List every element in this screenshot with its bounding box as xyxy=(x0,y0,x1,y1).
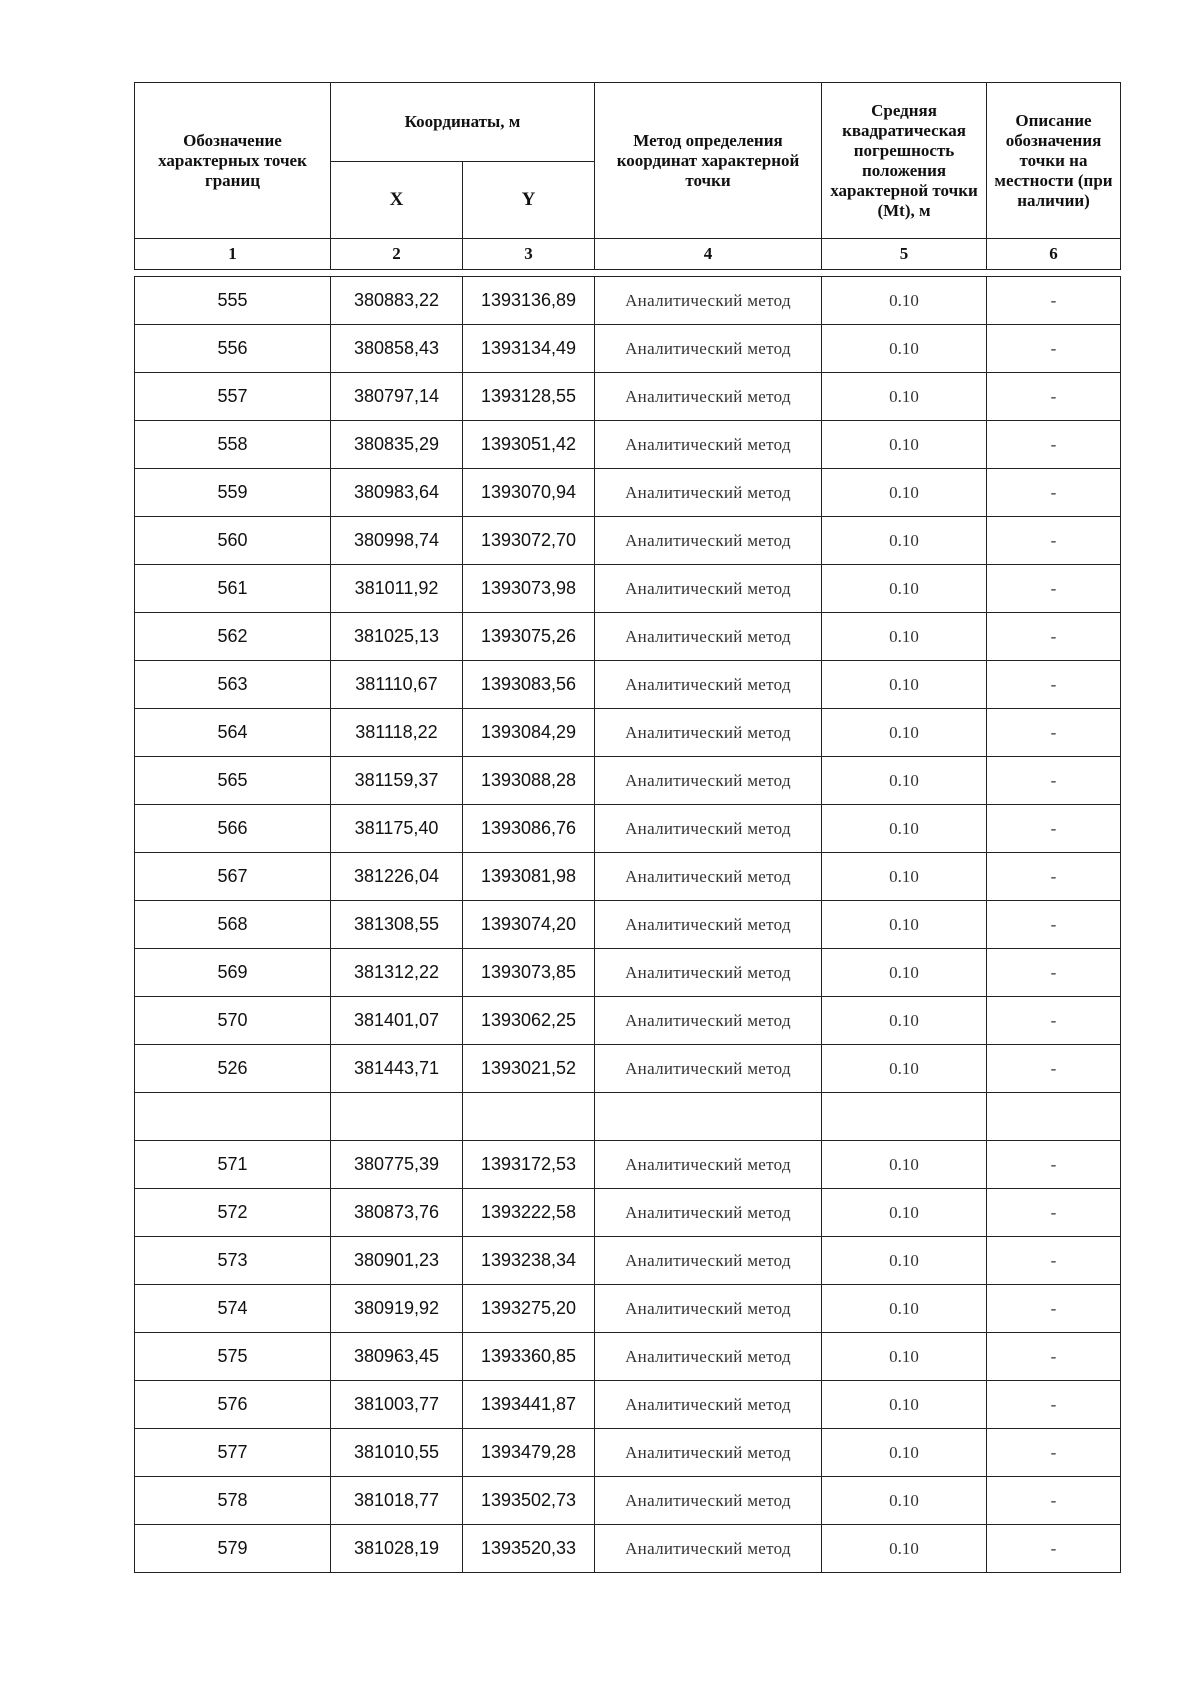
description-cell: - xyxy=(987,613,1121,661)
x-coordinate-cell: 380883,22 xyxy=(331,277,463,325)
table-row xyxy=(135,517,1121,565)
rms-error-cell: 0.10 xyxy=(822,853,987,901)
rms-error-cell: 0.10 xyxy=(822,277,987,325)
table-row xyxy=(135,1477,1121,1525)
description-cell: - xyxy=(987,1525,1121,1573)
description-cell: - xyxy=(987,853,1121,901)
y-coordinate-cell xyxy=(463,1093,595,1141)
x-coordinate-cell: 381028,19 xyxy=(331,1525,463,1573)
point-id-cell: 570 xyxy=(135,997,331,1045)
description-cell: - xyxy=(987,1477,1121,1525)
y-coordinate-cell: 1393062,25 xyxy=(463,997,595,1045)
rms-error-cell: 0.10 xyxy=(822,1333,987,1381)
x-coordinate-cell: 381159,37 xyxy=(331,757,463,805)
y-coordinate-cell: 1393360,85 xyxy=(463,1333,595,1381)
column-number: 1 xyxy=(135,239,331,270)
point-id-cell: 566 xyxy=(135,805,331,853)
x-coordinate-cell: 380835,29 xyxy=(331,421,463,469)
y-coordinate-cell: 1393073,85 xyxy=(463,949,595,997)
rms-error-cell: 0.10 xyxy=(822,565,987,613)
description-cell: - xyxy=(987,661,1121,709)
rms-error-cell: 0.10 xyxy=(822,805,987,853)
x-coordinate-cell: 381175,40 xyxy=(331,805,463,853)
rms-error-cell: 0.10 xyxy=(822,661,987,709)
table-row xyxy=(135,901,1121,949)
point-id-cell xyxy=(135,1093,331,1141)
rms-error-cell: 0.10 xyxy=(822,421,987,469)
method-cell: Аналитический метод xyxy=(595,853,822,901)
table-row xyxy=(135,469,1121,517)
x-coordinate-cell: 380873,76 xyxy=(331,1189,463,1237)
description-cell: - xyxy=(987,469,1121,517)
method-cell: Аналитический метод xyxy=(595,565,822,613)
y-coordinate-cell: 1393075,26 xyxy=(463,613,595,661)
point-id-cell: 579 xyxy=(135,1525,331,1573)
rms-error-cell: 0.10 xyxy=(822,1045,987,1093)
y-coordinate-cell: 1393088,28 xyxy=(463,757,595,805)
description-cell: - xyxy=(987,805,1121,853)
table-row xyxy=(135,949,1121,997)
table-header xyxy=(135,83,1121,277)
y-coordinate-cell: 1393502,73 xyxy=(463,1477,595,1525)
x-coordinate-cell: 380919,92 xyxy=(331,1285,463,1333)
y-coordinate-cell: 1393222,58 xyxy=(463,1189,595,1237)
point-id-cell: 560 xyxy=(135,517,331,565)
description-cell: - xyxy=(987,757,1121,805)
column-number: 6 xyxy=(987,239,1121,270)
y-coordinate-cell: 1393051,42 xyxy=(463,421,595,469)
x-coordinate-cell: 381401,07 xyxy=(331,997,463,1045)
header-coordinates: Координаты, м xyxy=(331,83,595,162)
rms-error-cell: 0.10 xyxy=(822,1141,987,1189)
point-id-cell: 573 xyxy=(135,1237,331,1285)
method-cell: Аналитический метод xyxy=(595,949,822,997)
table-row xyxy=(135,997,1121,1045)
header-row-top xyxy=(135,83,1121,162)
method-cell: Аналитический метод xyxy=(595,1429,822,1477)
point-id-cell: 558 xyxy=(135,421,331,469)
method-cell: Аналитический метод xyxy=(595,901,822,949)
rms-error-cell: 0.10 xyxy=(822,325,987,373)
x-coordinate-cell: 381110,67 xyxy=(331,661,463,709)
table-row xyxy=(135,613,1121,661)
point-id-cell: 577 xyxy=(135,1429,331,1477)
point-id-cell: 578 xyxy=(135,1477,331,1525)
y-coordinate-cell: 1393072,70 xyxy=(463,517,595,565)
header-description: Описание обозначения точки на местности (при наличии) xyxy=(987,83,1121,239)
table-row xyxy=(135,421,1121,469)
point-id-cell: 575 xyxy=(135,1333,331,1381)
y-coordinate-cell: 1393275,20 xyxy=(463,1285,595,1333)
header-y: Y xyxy=(463,162,595,239)
y-coordinate-cell: 1393238,34 xyxy=(463,1237,595,1285)
table-row xyxy=(135,1093,1121,1141)
method-cell: Аналитический метод xyxy=(595,661,822,709)
y-coordinate-cell: 1393086,76 xyxy=(463,805,595,853)
point-id-cell: 556 xyxy=(135,325,331,373)
method-cell: Аналитический метод xyxy=(595,1237,822,1285)
table-row xyxy=(135,1189,1121,1237)
column-number: 2 xyxy=(331,239,463,270)
table-row xyxy=(135,1045,1121,1093)
x-coordinate-cell: 381312,22 xyxy=(331,949,463,997)
table-row xyxy=(135,1141,1121,1189)
table-row xyxy=(135,277,1121,325)
x-coordinate-cell: 381443,71 xyxy=(331,1045,463,1093)
y-coordinate-cell: 1393136,89 xyxy=(463,277,595,325)
point-id-cell: 526 xyxy=(135,1045,331,1093)
table-row xyxy=(135,757,1121,805)
point-id-cell: 568 xyxy=(135,901,331,949)
table-row xyxy=(135,1237,1121,1285)
x-coordinate-cell: 380998,74 xyxy=(331,517,463,565)
method-cell: Аналитический метод xyxy=(595,805,822,853)
point-id-cell: 557 xyxy=(135,373,331,421)
y-coordinate-cell: 1393479,28 xyxy=(463,1429,595,1477)
x-coordinate-cell: 380901,23 xyxy=(331,1237,463,1285)
description-cell: - xyxy=(987,901,1121,949)
coordinates-table xyxy=(134,82,1121,1573)
description-cell: - xyxy=(987,517,1121,565)
description-cell: - xyxy=(987,373,1121,421)
point-id-cell: 563 xyxy=(135,661,331,709)
rms-error-cell: 0.10 xyxy=(822,517,987,565)
description-cell: - xyxy=(987,565,1121,613)
point-id-cell: 572 xyxy=(135,1189,331,1237)
method-cell: Аналитический метод xyxy=(595,373,822,421)
y-coordinate-cell: 1393073,98 xyxy=(463,565,595,613)
method-cell: Аналитический метод xyxy=(595,1381,822,1429)
method-cell: Аналитический метод xyxy=(595,1045,822,1093)
header-rms-error: Средняя квадратическая погрешность положения характерной точки (Mt), м xyxy=(822,83,987,239)
y-coordinate-cell: 1393070,94 xyxy=(463,469,595,517)
rms-error-cell: 0.10 xyxy=(822,613,987,661)
method-cell: Аналитический метод xyxy=(595,1477,822,1525)
method-cell: Аналитический метод xyxy=(595,613,822,661)
header-x: X xyxy=(331,162,463,239)
rms-error-cell: 0.10 xyxy=(822,1525,987,1573)
header-gap xyxy=(135,270,1121,277)
x-coordinate-cell: 381010,55 xyxy=(331,1429,463,1477)
rms-error-cell: 0.10 xyxy=(822,1381,987,1429)
point-id-cell: 555 xyxy=(135,277,331,325)
rms-error-cell: 0.10 xyxy=(822,1285,987,1333)
method-cell: Аналитический метод xyxy=(595,997,822,1045)
table-row xyxy=(135,1333,1121,1381)
x-coordinate-cell: 381226,04 xyxy=(331,853,463,901)
column-number: 5 xyxy=(822,239,987,270)
description-cell: - xyxy=(987,1189,1121,1237)
y-coordinate-cell: 1393128,55 xyxy=(463,373,595,421)
table-body xyxy=(135,277,1121,1573)
header-point-designation: Обозначение характерных точек границ xyxy=(135,83,331,239)
y-coordinate-cell: 1393021,52 xyxy=(463,1045,595,1093)
x-coordinate-cell: 380983,64 xyxy=(331,469,463,517)
method-cell: Аналитический метод xyxy=(595,469,822,517)
description-cell: - xyxy=(987,1141,1121,1189)
point-id-cell: 559 xyxy=(135,469,331,517)
table-row xyxy=(135,661,1121,709)
description-cell: - xyxy=(987,1381,1121,1429)
method-cell: Аналитический метод xyxy=(595,1285,822,1333)
x-coordinate-cell: 381011,92 xyxy=(331,565,463,613)
description-cell: - xyxy=(987,949,1121,997)
method-cell: Аналитический метод xyxy=(595,421,822,469)
method-cell: Аналитический метод xyxy=(595,325,822,373)
description-cell: - xyxy=(987,1285,1121,1333)
table-row xyxy=(135,1525,1121,1573)
description-cell: - xyxy=(987,325,1121,373)
method-cell: Аналитический метод xyxy=(595,1189,822,1237)
rms-error-cell: 0.10 xyxy=(822,373,987,421)
x-coordinate-cell: 381025,13 xyxy=(331,613,463,661)
table-row xyxy=(135,853,1121,901)
point-id-cell: 574 xyxy=(135,1285,331,1333)
method-cell: Аналитический метод xyxy=(595,709,822,757)
x-coordinate-cell: 381308,55 xyxy=(331,901,463,949)
table-row xyxy=(135,1381,1121,1429)
point-id-cell: 569 xyxy=(135,949,331,997)
rms-error-cell: 0.10 xyxy=(822,757,987,805)
table-row xyxy=(135,1429,1121,1477)
point-id-cell: 561 xyxy=(135,565,331,613)
method-cell: Аналитический метод xyxy=(595,277,822,325)
description-cell: - xyxy=(987,1237,1121,1285)
x-coordinate-cell: 380963,45 xyxy=(331,1333,463,1381)
y-coordinate-cell: 1393134,49 xyxy=(463,325,595,373)
column-number: 4 xyxy=(595,239,822,270)
header-method: Метод определения координат характерной точки xyxy=(595,83,822,239)
method-cell: Аналитический метод xyxy=(595,1333,822,1381)
table-row xyxy=(135,1285,1121,1333)
rms-error-cell: 0.10 xyxy=(822,997,987,1045)
column-number: 3 xyxy=(463,239,595,270)
x-coordinate-cell xyxy=(331,1093,463,1141)
description-cell: - xyxy=(987,421,1121,469)
method-cell: Аналитический метод xyxy=(595,757,822,805)
description-cell: - xyxy=(987,997,1121,1045)
y-coordinate-cell: 1393074,20 xyxy=(463,901,595,949)
point-id-cell: 562 xyxy=(135,613,331,661)
method-cell xyxy=(595,1093,822,1141)
table-row xyxy=(135,325,1121,373)
header-column-numbers xyxy=(135,239,1121,270)
rms-error-cell: 0.10 xyxy=(822,469,987,517)
table-row xyxy=(135,709,1121,757)
point-id-cell: 564 xyxy=(135,709,331,757)
rms-error-cell xyxy=(822,1093,987,1141)
x-coordinate-cell: 380775,39 xyxy=(331,1141,463,1189)
description-cell: - xyxy=(987,1045,1121,1093)
header-gap-cell xyxy=(135,270,1121,277)
point-id-cell: 565 xyxy=(135,757,331,805)
description-cell xyxy=(987,1093,1121,1141)
x-coordinate-cell: 381118,22 xyxy=(331,709,463,757)
y-coordinate-cell: 1393083,56 xyxy=(463,661,595,709)
x-coordinate-cell: 380797,14 xyxy=(331,373,463,421)
point-id-cell: 576 xyxy=(135,1381,331,1429)
y-coordinate-cell: 1393081,98 xyxy=(463,853,595,901)
y-coordinate-cell: 1393172,53 xyxy=(463,1141,595,1189)
rms-error-cell: 0.10 xyxy=(822,1237,987,1285)
point-id-cell: 571 xyxy=(135,1141,331,1189)
description-cell: - xyxy=(987,1429,1121,1477)
method-cell: Аналитический метод xyxy=(595,517,822,565)
rms-error-cell: 0.10 xyxy=(822,709,987,757)
point-id-cell: 567 xyxy=(135,853,331,901)
y-coordinate-cell: 1393520,33 xyxy=(463,1525,595,1573)
y-coordinate-cell: 1393441,87 xyxy=(463,1381,595,1429)
rms-error-cell: 0.10 xyxy=(822,949,987,997)
description-cell: - xyxy=(987,277,1121,325)
table-row xyxy=(135,373,1121,421)
description-cell: - xyxy=(987,709,1121,757)
method-cell: Аналитический метод xyxy=(595,1141,822,1189)
rms-error-cell: 0.10 xyxy=(822,1477,987,1525)
rms-error-cell: 0.10 xyxy=(822,1429,987,1477)
table-row xyxy=(135,805,1121,853)
rms-error-cell: 0.10 xyxy=(822,901,987,949)
method-cell: Аналитический метод xyxy=(595,1525,822,1573)
table-row xyxy=(135,565,1121,613)
rms-error-cell: 0.10 xyxy=(822,1189,987,1237)
description-cell: - xyxy=(987,1333,1121,1381)
y-coordinate-cell: 1393084,29 xyxy=(463,709,595,757)
x-coordinate-cell: 381018,77 xyxy=(331,1477,463,1525)
x-coordinate-cell: 381003,77 xyxy=(331,1381,463,1429)
x-coordinate-cell: 380858,43 xyxy=(331,325,463,373)
